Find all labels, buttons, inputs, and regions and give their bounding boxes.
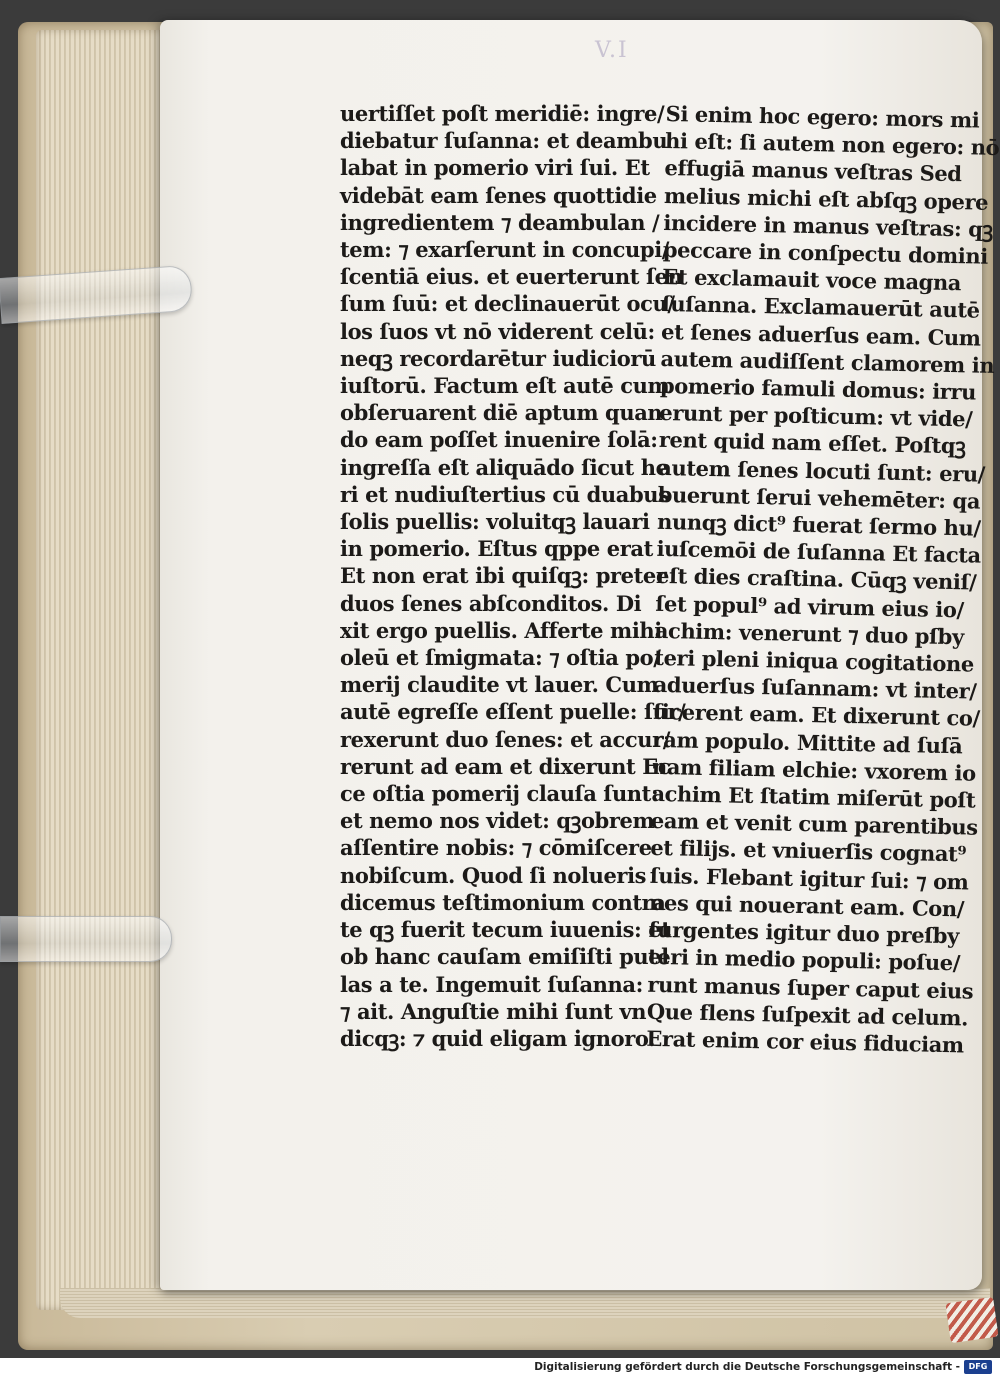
text-line: melius michi eſt abſqꝫ opere (663, 182, 989, 215)
text-line: nes qui nouerant eam. Con/ (648, 889, 965, 922)
text-line: ſuſanna. Exclamauerūt autē (661, 291, 980, 324)
text-line: Et exclamauit voce magna (662, 264, 962, 296)
text-line: dicemus teſtimonium contra (340, 889, 666, 915)
text-line: teri in medio populi: poſue/ (647, 944, 961, 976)
text-line: diebatur ſuſanna: et deambu (340, 128, 668, 154)
text-line: Et non erat ibi quiſqꝫ: preter (340, 563, 667, 589)
text-line: autem ſenes locuti ſunt: eru/ (658, 454, 986, 487)
text-line: uertiſſet poſt meridiē: ingre/ (340, 101, 665, 126)
page-edges-left (36, 30, 166, 1310)
text-line: ingreſſa eſt aliquādo ſicut he (340, 454, 669, 480)
text-line: los ſuos vt nō viderent celū: (340, 318, 655, 344)
text-line: ſum ſuū: et declinauerūt ocu/ (340, 291, 675, 317)
text-line: videbāt eam ſenes quottidie (340, 182, 657, 208)
text-line: labat in pomerio viri ſui. Et (340, 155, 650, 181)
text-line: ⁊ ait. Anguſtie mihi ſunt vn (340, 998, 647, 1024)
text-line: nam filiam elchie: vxorem io (651, 753, 977, 786)
text-line: las a te. Ingemuit ſuſanna: (340, 971, 643, 997)
footer-bar (0, 1358, 1000, 1378)
text-line: hi eſt: ſi autem non egero: nō (664, 128, 1000, 161)
text-line: buerunt ſerui vehemēter: qa (657, 481, 981, 514)
text-line: aſſentire nobis: ⁊ cōmiſcere (340, 835, 652, 861)
bookmark-ribbon (945, 1297, 998, 1343)
text-line: rerunt ad eam et dixerunt Ec (340, 753, 671, 779)
text-line: tem: ⁊ exarſerunt in concupi/ (340, 237, 670, 263)
text-line: et filijs. et vniuerſis cognat⁹ (650, 835, 967, 867)
text-line: iuſcemōi de ſuſanna Et facta (656, 536, 982, 568)
footer-credit: Digitalisierung gefördert durch die Deutsche Forschungsgemeinschaft - (534, 1361, 960, 1373)
text-line: Que flens ſuſpexit ad celum. (646, 998, 969, 1031)
text-line: rexerunt duo ſenes: et accur/ (340, 726, 671, 752)
text-line: aduerſus ſuſannam: vt inter/ (653, 672, 977, 704)
text-line: runt manus ſuper caput eius (647, 971, 974, 1004)
text-line: pomerio famuli domus: irru (659, 372, 977, 405)
text-line: et ſenes aduerſus eam. Cum (660, 318, 981, 351)
text-line: ri et nudiuſtertius cū duabus (340, 481, 670, 507)
text-line: duos ſenes abſconditos. Di (340, 590, 642, 616)
text-line: teri pleni iniqua cogitatione (654, 644, 975, 677)
page-edges-bottom (60, 1288, 990, 1318)
text-line: Erat enim cor eius fiduciam (646, 1025, 965, 1058)
text-line: achim Et ſtatim miſerūt poſt (651, 780, 976, 813)
text-line: erunt per poſticum: vt vide/ (659, 400, 973, 432)
text-line: ram populo. Mittite ad ſuſā (652, 726, 963, 759)
text-line: do eam poſſet inuenire ſolā: (340, 427, 658, 453)
text-line: nunqꝫ dict⁹ fuerat ſermo hu/ (656, 508, 981, 541)
text-column-right (646, 100, 1000, 1058)
text-line: dicqꝫ: ⁊ quid eligam ignoro. (340, 1025, 656, 1051)
text-line: peccare in conſpectu domini (662, 236, 989, 269)
text-line: ſuis. Flebant igitur ſui: ⁊ om (649, 862, 969, 895)
text-line: nobiſcum. Quod ſi nolueris (340, 862, 647, 888)
text-line: et nemo nos videt: qꝫobrem (340, 808, 655, 834)
text-line: oleū et ſmigmata: ⁊ oſtia po/ (340, 645, 661, 671)
text-line: Si enim hoc egero: mors mi (665, 100, 980, 133)
text-line: ficerent eam. Et dixerunt co/ (652, 699, 981, 732)
pencil-mark: V.I (595, 38, 629, 63)
page-holder-clip-bottom (0, 916, 172, 962)
text-line: effugiā manus veſtras Sed (664, 155, 962, 187)
text-line: obſeruarent diē aptum quan (340, 400, 663, 426)
text-line: eſt dies craſtina. Cūqꝫ veniſ/ (655, 563, 977, 596)
text-line: merij claudite vt lauer. Cum (340, 672, 659, 698)
text-line: neqꝫ recordarētur iudiciorū (340, 345, 656, 371)
text-column-left (340, 100, 686, 1052)
text-line: ſcentiā eius. et euerterunt ſen (340, 264, 683, 290)
dfg-logo: DFG (964, 1360, 992, 1374)
text-line: ſolis puellis: voluitqꝫ lauari (340, 509, 650, 535)
text-line: ob hanc cauſam emiſiſti puel (340, 944, 669, 970)
text-line: incidere in manus veſtras: qꝫ (663, 209, 994, 242)
text-line: ſurgentes igitur duo preſby (648, 916, 960, 949)
text-line: iuſtorū. Factum eſt autē cum (340, 373, 670, 399)
text-line: autē egreſſe eſſent puelle: ſur/ (340, 699, 686, 725)
text-line: ce oſtia pomerij clauſa ſunt: (340, 781, 659, 807)
text-line: ingredientem ⁊ deambulan / (340, 209, 660, 235)
text-line: ſet popul⁹ ad virum eius io/ (655, 590, 965, 623)
text-line: in pomerio. Eſtus qppe erat (340, 536, 653, 562)
text-line: autem audiſſent clamorem in (660, 345, 995, 378)
text-line: xit ergo puellis. Afferte mihi (340, 617, 662, 643)
text-line: te qꝫ fuerit tecum iuuenis: et (340, 917, 671, 943)
text-line: achim: venerunt ⁊ duo pſby (654, 617, 965, 650)
text-line: eam et venit cum parentibus (650, 808, 979, 840)
text-line: rent quid nam eſſet. Poſtqꝫ (658, 427, 966, 459)
